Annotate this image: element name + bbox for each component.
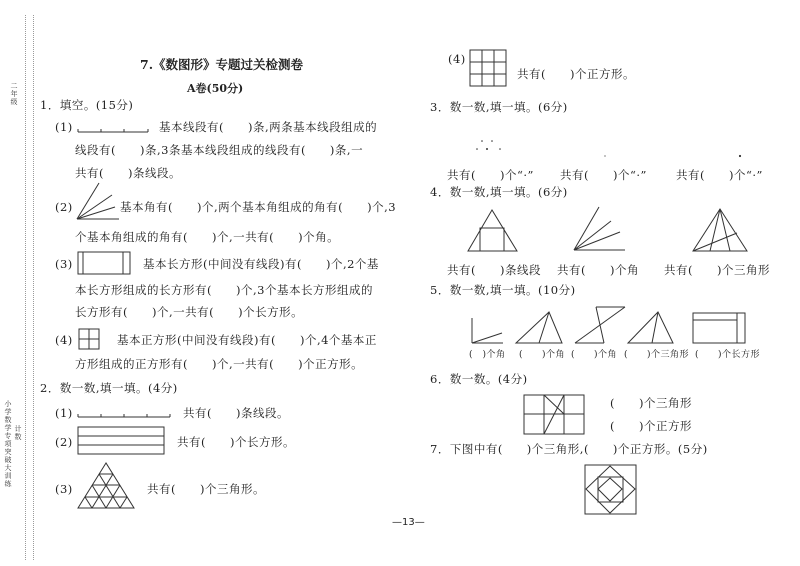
q1-p1-line2: 线段有( )条,3条基本线段组成的线段有( )条,一 (75, 143, 364, 157)
angle-fan-figure (574, 207, 629, 252)
q1-p1-label: (1) (55, 120, 73, 134)
q3-answer-2: 共有( )个“·” (560, 168, 647, 182)
q2-p1-label: (1) (55, 406, 73, 420)
q2-p4-label: (4) (448, 52, 466, 66)
binding-line-inner (33, 15, 34, 560)
square-3x3-grid-figure (470, 50, 510, 90)
q5-heading: 5．数一数,填一填。(10分) (430, 283, 576, 297)
grid-with-diagonals-figure (524, 395, 586, 437)
angle-2-rays-figure (472, 318, 504, 348)
page-subtitle: A卷(50分) (187, 82, 244, 95)
q1-p2-label: (2) (55, 200, 73, 214)
q4-heading: 4．数一数,填一填。(6分) (430, 185, 568, 199)
q5-answer-4: ( )个三角形 (624, 350, 690, 360)
triangle-with-cevians-figure (693, 209, 749, 254)
rectangle-3-parts-figure (78, 252, 133, 277)
q4-answer-3: 共有( )个三角形 (664, 263, 770, 277)
q3-heading: 3．数一数,填一填。(6分) (430, 100, 568, 114)
q4-answer-1: 共有( )条线段 (447, 263, 541, 277)
square-2x2-figure (79, 329, 103, 353)
q2-p3-label: (3) (55, 482, 73, 496)
q1-p4-line1: 基本正方形(中间没有线段)有( )个,4个基本正 (117, 333, 377, 347)
rectangle-3-rows-figure (78, 427, 168, 457)
triangle-split-angle-figure (516, 312, 564, 347)
q2-p3-text: 共有( )个三角形。 (147, 482, 265, 496)
triangle-with-square-figure (468, 210, 518, 255)
q2-p2-text: 共有( )个长方形。 (177, 435, 295, 449)
q2-p4-text: 共有( )个正方形。 (517, 67, 635, 81)
sidebar-series: 小学数学专项突破大训练 (4, 400, 12, 488)
q2-p2-label: (2) (55, 435, 73, 449)
q1-p2-line2: 个基本角组成的角有( )个,一共有( )个角。 (75, 230, 340, 244)
q1-p4-label: (4) (55, 333, 73, 347)
sidebar-grade: 二年级 (10, 82, 18, 106)
q1-p2-line1: 基本角有( )个,两个基本角组成的角有( )个,3 (120, 200, 397, 214)
q6-answer-2: ( )个正方形 (610, 419, 692, 433)
segment-figure-3 (78, 120, 158, 134)
q1-p3-line2: 本长方形组成的长方形有( )个,3个基本长方形组成的 (75, 283, 373, 297)
q7-heading: 7．下图中有( )个三角形,( )个正方形。(5分) (430, 442, 708, 456)
binding-line-outer (25, 15, 26, 560)
page-number: —13— (392, 517, 425, 528)
q3-answer-3: 共有( )个“·” (676, 168, 763, 182)
dot-figures (470, 138, 770, 168)
z-shape-angle-figure (575, 305, 630, 347)
q1-heading: 1．填空。(15分) (40, 98, 134, 112)
q2-heading: 2．数一数,填一填。(4分) (40, 381, 178, 395)
q5-answer-2: ( )个角 (519, 350, 566, 360)
q1-p3-line1: 基本长方形(中间没有线段)有( )个,2个基 (143, 257, 379, 271)
segment-figure-5 (78, 405, 173, 419)
q1-p3-line3: 长方形有( )个,一共有( )个长方形。 (75, 305, 304, 319)
rectangle-partition-figure (693, 313, 748, 348)
q1-p1-line1: 基本线段有( )条,两条基本线段组成的 (159, 120, 378, 134)
q1-p3-label: (3) (55, 257, 73, 271)
q5-answer-1: ( )个角 (469, 350, 506, 360)
dot (481, 140, 483, 142)
page-title: 7.《数图形》专题过关检测卷 (140, 57, 304, 72)
triangle-split-figure (628, 312, 678, 347)
q1-p1-line3: 共有( )条线段。 (75, 166, 181, 180)
q6-heading: 6．数一数。(4分) (430, 372, 528, 386)
q1-p4-line2: 方形组成的正方形有( )个,一共有( )个正方形。 (75, 357, 364, 371)
sidebar-topic: 计数 (14, 425, 22, 441)
q5-answer-5: ( )个长方形 (695, 350, 761, 360)
nested-squares-figure (585, 465, 640, 517)
q3-answer-1: 共有( )个“·” (447, 168, 534, 182)
q2-p1-text: 共有( )条线段。 (183, 406, 289, 420)
angle-figure-4-rays (77, 183, 122, 223)
q5-answer-3: ( )个角 (571, 350, 618, 360)
triangle-grid-figure (78, 463, 138, 513)
q4-answer-2: 共有( )个角 (557, 263, 639, 277)
q6-answer-1: ( )个三角形 (610, 396, 692, 410)
